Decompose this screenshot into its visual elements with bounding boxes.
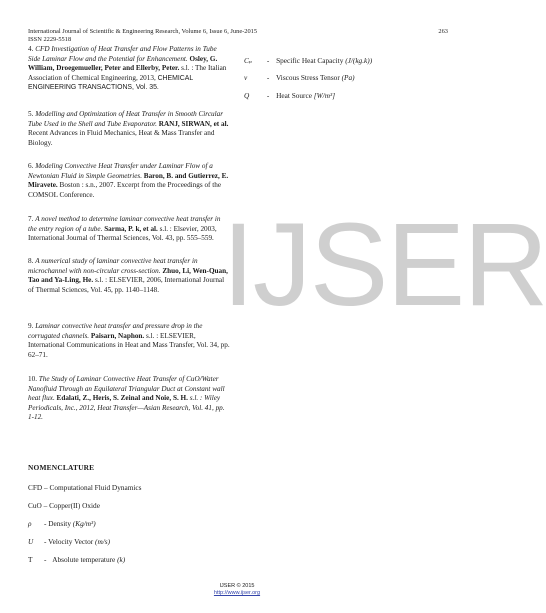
unit: (Kg/m³): [72, 519, 96, 528]
description: Density: [48, 519, 71, 528]
dash: -: [44, 555, 47, 564]
dash: -: [266, 91, 270, 100]
ref-title: Modeling Convective Heat Transfer under Laminar Flow of a Newtonian Fluid in Simple Geometries.: [28, 162, 213, 180]
dash: -: [44, 537, 47, 546]
ref-source: s.l. : Elsevier, 2003, International Journal of Thermal Sciences, Vol. 43, pp. 555–559.: [28, 224, 217, 243]
reference-9: [28, 322, 230, 360]
ref-source: Recent Advances in Fluid Mechanics, Heat & Mass Transfer and Biology.: [28, 129, 215, 147]
reference-7: [28, 215, 230, 244]
nomenclature-item-cfd: CFD – Computational Fluid Dynamics: [28, 483, 142, 492]
ref-title: A novel method to determine laminar convective heat transfer in the entry region of a tube.: [28, 215, 221, 233]
ref-number: 10.: [28, 375, 37, 383]
description: Specific Heat Capacity: [276, 56, 344, 65]
symbol: ν: [244, 73, 248, 82]
reference-4: [28, 45, 230, 93]
nomenclature-item-temperature: [28, 555, 125, 564]
ref-authors: Osley, G. William, Droegemueller, Peter and Ellerby, Peter.: [28, 54, 218, 73]
nomenclature-item-density: [28, 519, 96, 528]
ref-source: s.l. : The Italian Association of Chemical Engineering, 2013,: [28, 64, 227, 82]
ref-number: 6.: [28, 162, 34, 170]
dash: -: [266, 56, 270, 65]
page-number: 263: [438, 28, 448, 35]
ref-number: 4.: [28, 45, 34, 53]
ref-title: CFD Investigation of Heat Transfer and Flow Patterns in Tube Side Laminar Flow and the Potential for Enhancement.: [28, 45, 217, 63]
ref-source-caps: CHEMICAL ENGINEERING TRANSACTIONS, Vol. 35.: [28, 74, 193, 92]
symbol: Cₚ: [244, 56, 252, 65]
dash: -: [44, 519, 47, 528]
journal-line: International Journal of Scientific & Engineering Research, Volume 6, Issue 6, June-2015: [28, 28, 258, 35]
nomenclature-item-stress-tensor: [244, 73, 355, 82]
nomenclature-title: NOMENCLATURE: [28, 463, 95, 472]
ref-title: The Study of Laminar Convective Heat Transfer of CuO/Water Nanofluid Through an Equilateral Triangular Duct at Constant wall heat flux.: [28, 375, 225, 403]
ref-source: s.l. : ELSEVIER, 2006, International Journal of Thermal Sciences, Vol. 45, pp. 1140–1148.: [28, 276, 225, 294]
ref-source: s.l. : Wiley Periodicals, Inc., 2012, Heat Transfer—Asian Research, Vol. 41, pp. 1-12.: [28, 394, 225, 422]
ref-number: 8.: [28, 257, 34, 265]
ref-title: Modelling and Optimization of Heat Transfer in Smooth Circular Tube Used in the Shell and Tube Evaporator.: [28, 110, 223, 128]
issn-line: ISSN 2229-5518: [28, 36, 72, 43]
ref-authors: Sarma, P. k, et al.: [104, 224, 158, 233]
reference-10: [28, 375, 230, 423]
ref-number: 9.: [28, 322, 34, 330]
nomenclature-item-heat-source: [244, 91, 335, 100]
footer-copyright: IJSER © 2015: [219, 583, 255, 589]
symbol: U: [28, 537, 34, 546]
description: Velocity Vector: [48, 537, 94, 546]
description: Viscous Stress Tensor: [275, 73, 340, 82]
ref-source: Boston : s.n., 2007. Excerpt from the Proceedings of the COMSOL Conference.: [28, 181, 222, 199]
ref-title: Laminar convective heat transfer and pressure drop in the corrugated channels.: [28, 322, 203, 340]
ref-number: 5.: [28, 110, 34, 118]
reference-6: [28, 162, 230, 200]
description: Heat Source: [276, 91, 312, 100]
ref-title: A numerical study of laminar convective heat transfer in microchannel with non-circular cross-section.: [28, 257, 198, 275]
symbol: T: [28, 555, 33, 564]
nomenclature-item-heat-capacity: [244, 56, 372, 65]
footer-url-link[interactable]: http://www.ijser.org: [213, 590, 261, 596]
reference-8: [28, 257, 230, 295]
reference-5: [28, 110, 230, 148]
nomenclature-item-velocity: [28, 537, 110, 546]
unit: (m/s): [95, 537, 111, 546]
ref-authors: RANJ, SIRWAN, et al.: [158, 119, 229, 128]
unit: (k): [117, 555, 126, 564]
unit: [W/m³]: [313, 91, 336, 100]
unit: (Pa): [341, 73, 355, 82]
nomenclature-item-cuo: CuO – Copper(II) Oxide: [28, 501, 100, 510]
ref-authors: Zhuo, Li, Wen-Quan, Tao and Ya-Ling, He.: [28, 266, 228, 285]
ref-source: s.l. : ELSEVIER, International Communications in Heat and Mass Transfer, Vol. 34, pp. 62–71.: [28, 331, 230, 359]
ijser-watermark: IJSER: [222, 199, 546, 331]
ref-number: 7.: [28, 215, 34, 223]
symbol: Q: [244, 91, 250, 100]
description: Absolute temperature: [52, 555, 116, 564]
ref-authors: Edalati, Z., Heris, S. Zeinal and Noie, S. H.: [56, 394, 188, 403]
ref-authors: Baron, B. and Gutierrez, E. Miravete.: [28, 171, 229, 190]
unit: (J/(kg.k)): [345, 56, 373, 65]
dash: -: [266, 73, 270, 82]
page-footer: [0, 583, 474, 597]
ref-authors: Paisarn, Naphon.: [90, 331, 145, 340]
running-header: [28, 28, 448, 44]
symbol: ρ: [28, 519, 32, 528]
